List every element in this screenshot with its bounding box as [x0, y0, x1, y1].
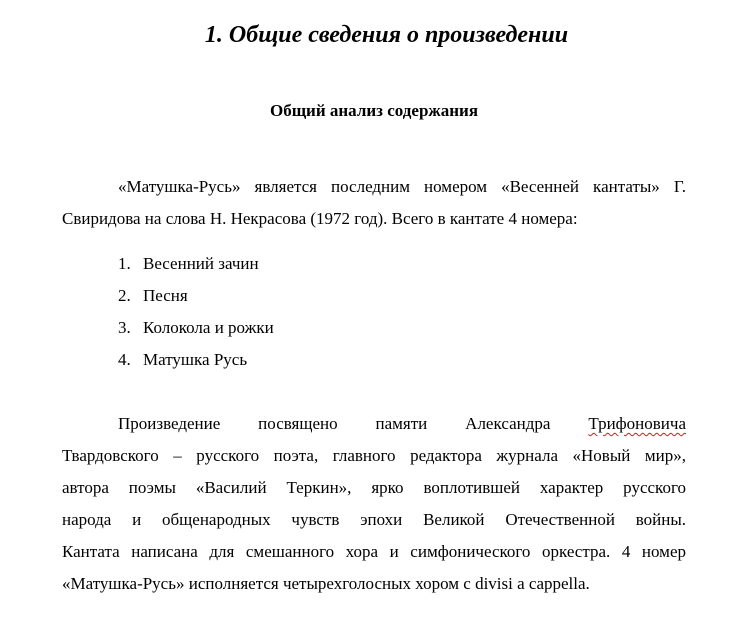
dedication-paragraph-line: автора поэмы «Василий Теркин», ярко воплотившей характер русского: [62, 478, 686, 497]
list-item-number: 3.: [118, 318, 131, 337]
list-item-text: Матушка Русь: [143, 350, 248, 369]
intro-paragraph-line: Свиридова на слова Н. Некрасова (1972 год). Всего в кантате 4 номера:: [62, 209, 578, 228]
cantata-parts-list: [118, 248, 274, 376]
list-item-text: Весенний зачин: [143, 254, 259, 273]
list-item-number: 1.: [118, 254, 131, 273]
intro-paragraph: [62, 171, 686, 235]
dedication-paragraph-line: «Матушка-Русь» исполняется четырехголосных хором с divisi a cappella.: [62, 574, 590, 593]
list-item: [118, 248, 274, 280]
dedication-paragraph-line: Кантата написана для смешанного хора и симфонического оркестра. 4 номер: [62, 542, 686, 561]
dedication-paragraph-line: [62, 408, 686, 440]
list-item: [118, 344, 274, 376]
list-item-number: 4.: [118, 350, 131, 369]
section-heading: 1. Общие сведения о произведении: [204, 22, 569, 48]
list-item: [118, 280, 274, 312]
dedication-paragraph-line: Твардовского – русского поэта, главного редактора журнала «Новый мир»,: [62, 446, 686, 465]
subsection-heading: Общий анализ содержания: [269, 101, 479, 120]
list-item-number: 2.: [118, 286, 131, 305]
dedication-paragraph-line: народа и общенародных чувств эпохи Великой Отечественной войны.: [62, 510, 686, 529]
dedication-paragraph: [62, 408, 686, 600]
list-item-text: Колокола и рожки: [143, 318, 274, 337]
dedication-line-text: Произведение посвящено памяти Александра: [118, 414, 589, 433]
intro-paragraph-line: «Матушка-Русь» является последним номером «Весенней кантаты» Г.: [118, 177, 686, 196]
list-item: [118, 312, 274, 344]
list-item-text: Песня: [143, 286, 188, 305]
spellcheck-flagged-word[interactable]: Трифоновича: [588, 414, 686, 433]
